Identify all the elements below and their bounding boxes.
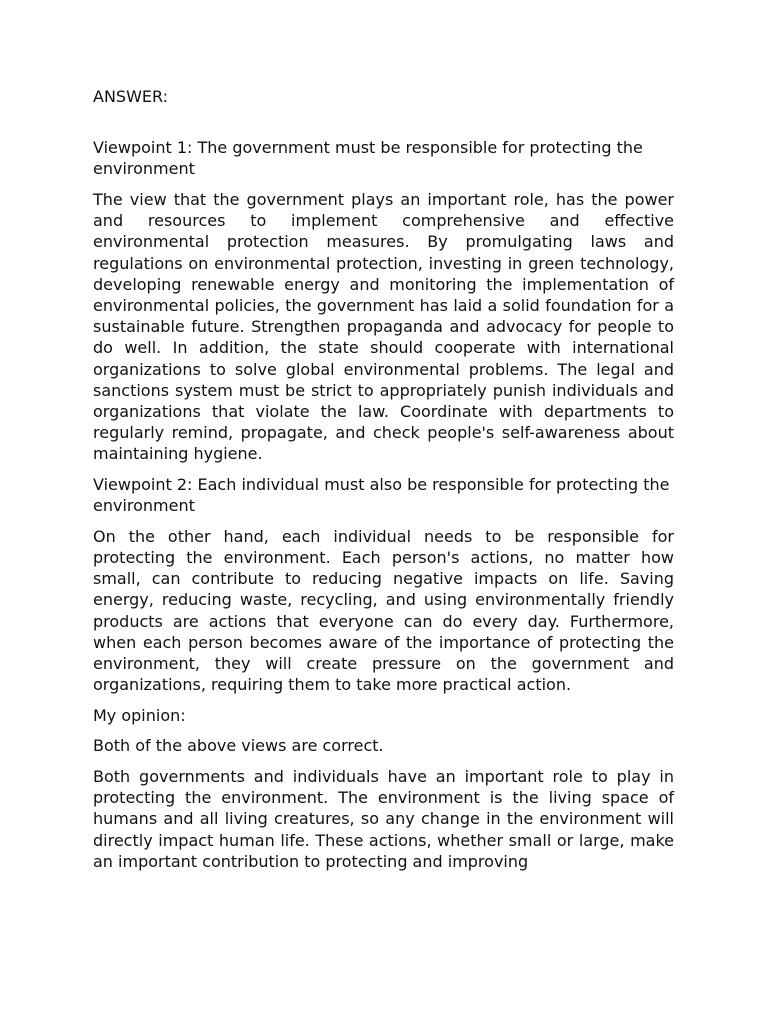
viewpoint-1-title: Viewpoint 1: The government must be responsible for protecting the environment bbox=[93, 138, 643, 179]
viewpoint-1-body: The view that the government plays an important role, has the power and resources to implement comprehensive and effective environmental protection measures. By promulgating laws and regulations on environmental protection, investing in green technology, developing renewable energy and monitoring the implementation of environmental policies, the government has laid a solid foundation for a sustainable future. Strengthen propaganda and advocacy for people to do well. In addition, the state should cooperate with international organizations to solve global environmental problems. The legal and sanctions system must be strict to appropriately punish individuals and organizations that violate the law. Coordinate with departments to regularly remind, propagate, and check people's self-awareness about maintaining hygiene. bbox=[93, 190, 674, 464]
viewpoint-2-body: On the other hand, each individual needs to be responsible for protecting the environment. Each person's actions, no matter how small, can contribute to reducing negative impacts on life. Saving energy, reducing waste, recycling, and using environmentally friendly products are actions that everyone can do every day. Furthermore, when each person becomes aware of the importance of protecting the environment, they will create pressure on the government and organizations, requiring them to take more practical action. bbox=[93, 526, 674, 695]
opinion-body: Both governments and individuals have an important role to play in protecting the environment. The environment is the living space of humans and all living creatures, so any change in the environment will directly impact human life. These actions, whether small or large, make an important contribution to protecting and improving bbox=[93, 767, 674, 871]
document-content bbox=[93, 86, 674, 881]
answer-label: ANSWER: bbox=[93, 87, 169, 106]
opinion-label: My opinion: bbox=[93, 705, 186, 725]
opinion-statement: Both of the above views are correct. bbox=[93, 736, 384, 756]
viewpoint-2-title: Viewpoint 2: Each individual must also be responsible for protecting the environment bbox=[93, 475, 670, 516]
